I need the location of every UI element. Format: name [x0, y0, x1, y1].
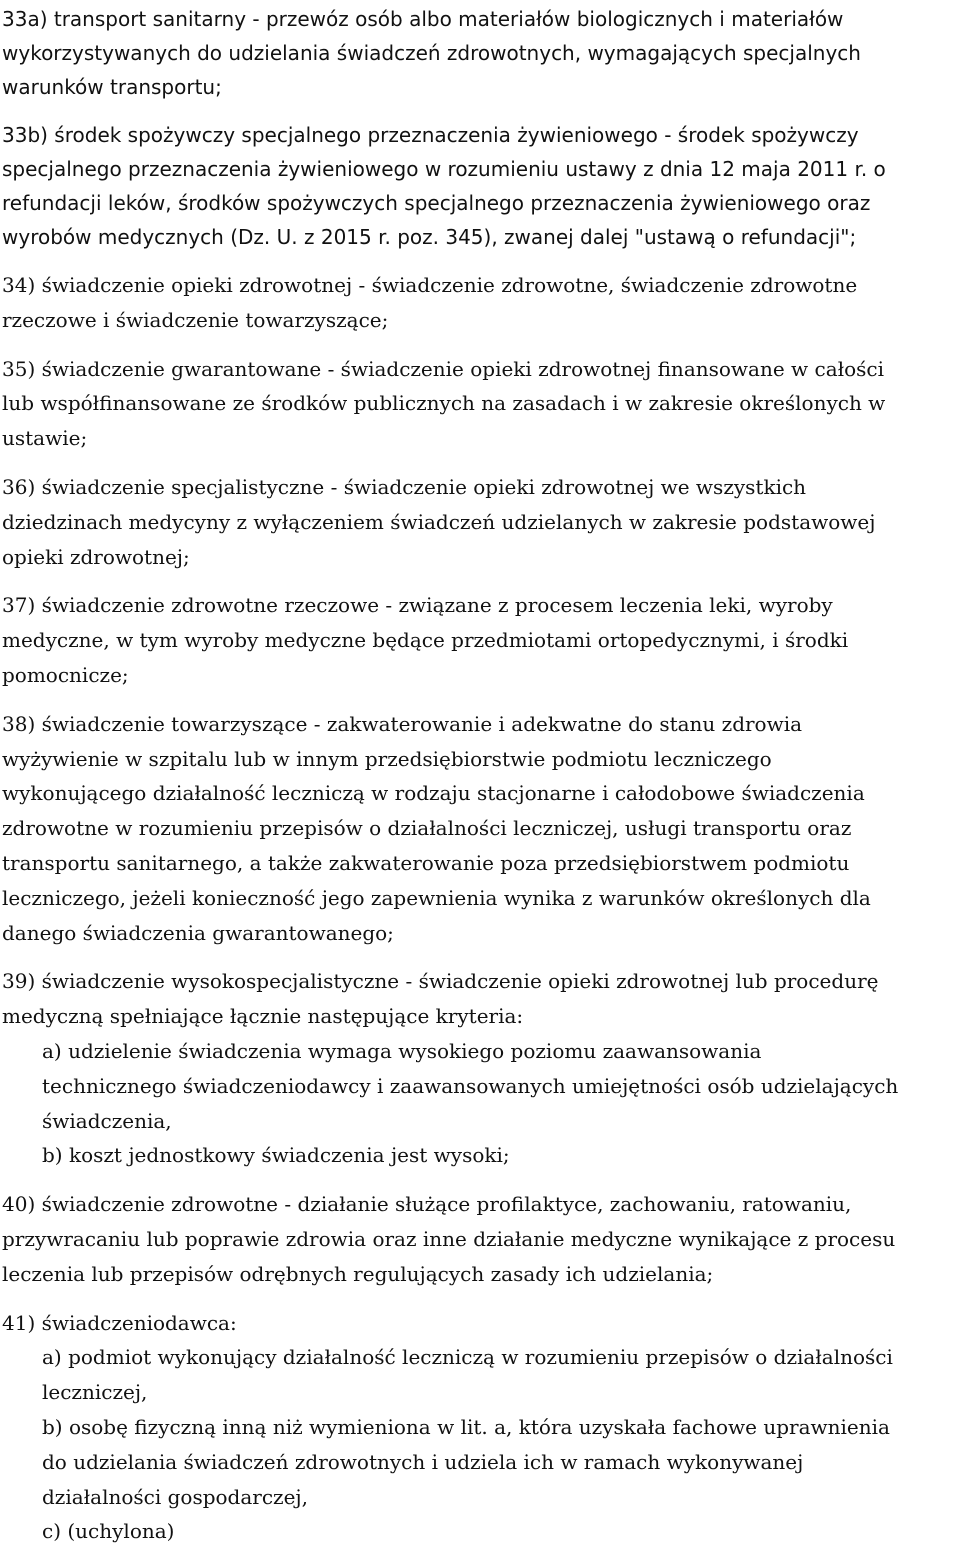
text-line: pomocnicze;	[2, 662, 129, 687]
text-line: działalności gospodarczej,	[42, 1484, 308, 1509]
text-line: leczenia lub przepisów odrębnych regulujących zasady ich udzielania;	[2, 1261, 714, 1286]
definition-41	[2, 1306, 958, 1549]
definition-34	[2, 268, 958, 338]
text-line: warunków transportu;	[2, 75, 222, 99]
text-line: a) podmiot wykonujący działalność leczniczą w rozumieniu przepisów o działalności	[42, 1345, 893, 1370]
text-line: medyczną spełniające łącznie następujące kryteria:	[2, 1004, 524, 1029]
text-line: wyżywienie w szpitalu lub w innym przedsiębiorstwie podmiotu leczniczego	[2, 746, 772, 771]
text-line: wyrobów medycznych (Dz. U. z 2015 r. poz. 345), zwanej dalej "ustawą o refundacji";	[2, 225, 857, 249]
definition-38	[2, 707, 958, 951]
definition-40	[2, 1187, 958, 1291]
text-line: specjalnego przeznaczenia żywieniowego w rozumieniu ustawy z dnia 12 maja 2011 r. o	[2, 157, 886, 181]
text-line: świadczenia,	[42, 1108, 172, 1133]
text-line: 40) świadczenie zdrowotne - działanie służące profilaktyce, zachowaniu, ratowaniu,	[2, 1192, 852, 1217]
text-line: 36) świadczenie specjalistyczne - świadczenie opieki zdrowotnej we wszystkich	[2, 474, 807, 499]
subitem-39b	[2, 1138, 958, 1173]
text-line: b) osobę fizyczną inną niż wymieniona w lit. a, która uzyskała fachowe uprawnienia	[42, 1414, 890, 1439]
subitem-41b	[2, 1410, 958, 1514]
text-line: medyczne, w tym wyroby medyczne będące przedmiotami ortopedycznymi, i środki	[2, 628, 849, 653]
text-line: a) udzielenie świadczenia wymaga wysokiego poziomu zaawansowania	[42, 1038, 762, 1063]
text-line: 34) świadczenie opieki zdrowotnej - świadczenie zdrowotne, świadczenie zdrowotne	[2, 273, 858, 297]
text-line: 38) świadczenie towarzyszące - zakwaterowanie i adekwatne do stanu zdrowia	[2, 711, 803, 736]
text-line: 39) świadczenie wysokospecjalistyczne - świadczenie opieki zdrowotnej lub procedurę	[2, 969, 879, 994]
text-line: leczniczego, jeżeli konieczność jego zapewnienia wynika z warunków określonych dla	[2, 885, 871, 910]
definition-33a	[2, 2, 958, 104]
text-line: leczniczej,	[42, 1380, 148, 1405]
text-line: danego świadczenia gwarantowanego;	[2, 920, 394, 945]
definition-35	[2, 352, 958, 456]
text-line: 33b) środek spożywczy specjalnego przeznaczenia żywieniowego - środek spożywczy	[2, 123, 859, 147]
definition-39	[2, 964, 958, 1173]
text-line: 35) świadczenie gwarantowane - świadczenie opieki zdrowotnej finansowane w całości	[2, 356, 885, 381]
subitem-41c	[2, 1514, 958, 1549]
text-line: c) (uchylona)	[42, 1519, 175, 1544]
subitem-39a	[2, 1034, 958, 1138]
text-line: 37) świadczenie zdrowotne rzeczowe - związane z procesem leczenia leki, wyroby	[2, 593, 833, 618]
text-line: refundacji leków, środków spożywczych specjalnego przeznaczenia żywieniowego oraz	[2, 191, 871, 215]
text-line: lub współfinansowane ze środków publicznych na zasadach i w zakresie określonych w	[2, 391, 886, 416]
text-line: technicznego świadczeniodawcy i zaawansowanych umiejętności osób udzielających	[42, 1073, 899, 1098]
text-line: dziedzinach medycyny z wyłączeniem świadczeń udzielanych w zakresie podstawowej	[2, 509, 876, 534]
text-line: wykorzystywanych do udzielania świadczeń zdrowotnych, wymagających specjalnych	[2, 41, 861, 65]
text-line: ustawie;	[2, 426, 88, 451]
subitem-41a	[2, 1340, 958, 1410]
text-line: do udzielania świadczeń zdrowotnych i udziela ich w ramach wykonywanej	[42, 1449, 804, 1474]
definition-37	[2, 588, 958, 692]
text-line: b) koszt jednostkowy świadczenia jest wysoki;	[42, 1143, 510, 1168]
text-line: przywracaniu lub poprawie zdrowia oraz inne działanie medyczne wynikające z procesu	[2, 1226, 896, 1251]
text-line: opieki zdrowotnej;	[2, 544, 190, 569]
text-line: zdrowotne w rozumieniu przepisów o działalności leczniczej, usługi transportu oraz	[2, 816, 852, 841]
text-line: wykonującego działalność leczniczą w rodzaju stacjonarne i całodobowe świadczenia	[2, 781, 865, 806]
text-line: transportu sanitarnego, a także zakwaterowanie poza przedsiębiorstwem podmiotu	[2, 850, 850, 875]
text-line: rzeczowe i świadczenie towarzyszące;	[2, 307, 389, 332]
text-line: 41) świadczeniodawca:	[2, 1310, 237, 1335]
text-line: 33a) transport sanitarny - przewóz osób albo materiałów biologicznych i materiałów	[2, 7, 844, 31]
definition-36	[2, 470, 958, 574]
definition-33b	[2, 118, 958, 254]
